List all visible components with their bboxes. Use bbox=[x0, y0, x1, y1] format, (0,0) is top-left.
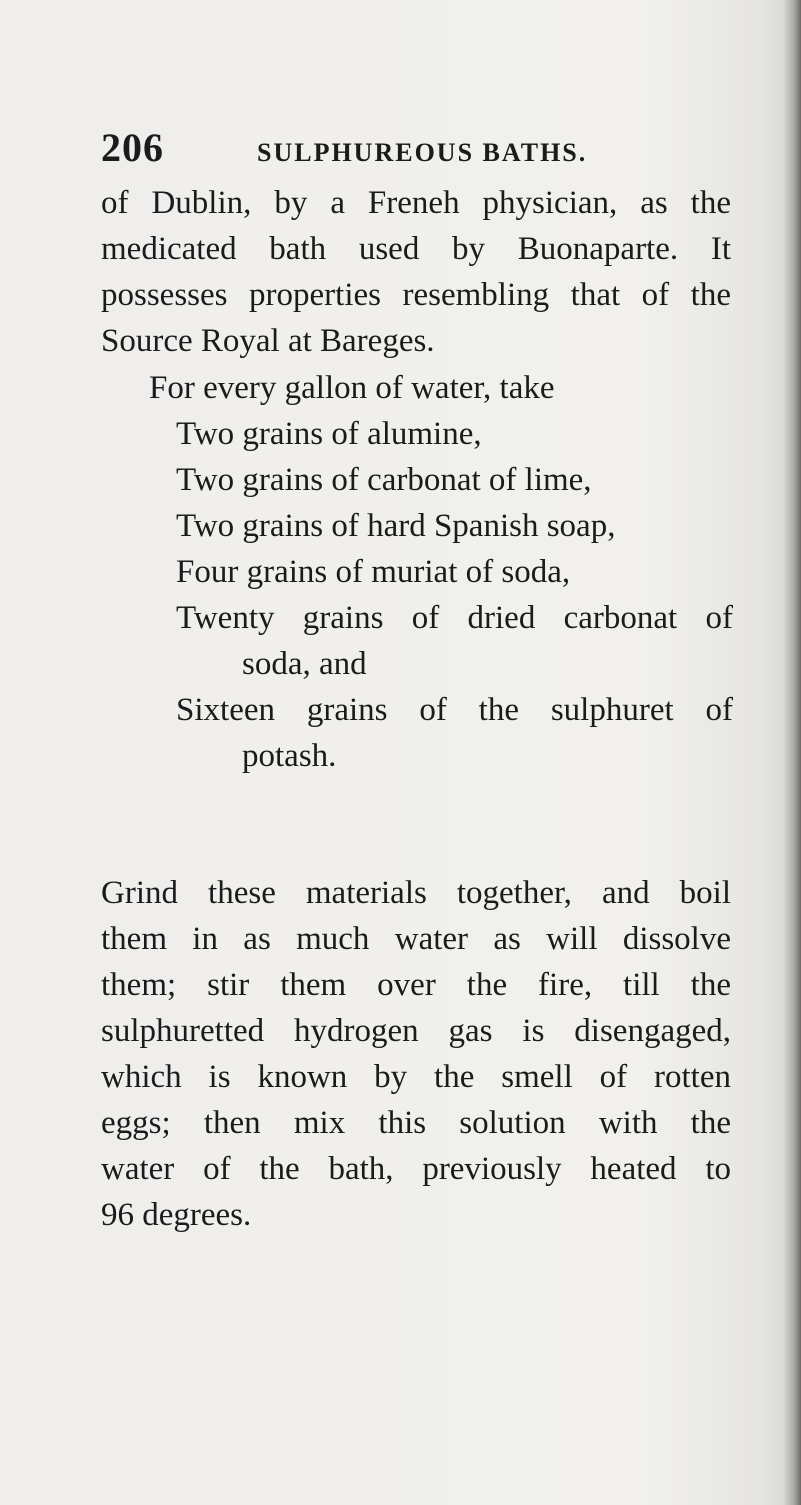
recipe-item bbox=[176, 411, 732, 457]
running-head: SULPHUREOUS BATHS. bbox=[257, 138, 588, 167]
recipe-item bbox=[176, 503, 732, 549]
recipe-item bbox=[176, 595, 732, 687]
text-line: which is known by the smell of rotten bbox=[101, 1059, 731, 1095]
paragraph-instructions bbox=[101, 870, 731, 1238]
recipe-intro: For every gallon of water, take bbox=[149, 370, 555, 406]
recipe-item-text: Two grains of alumine, bbox=[176, 416, 482, 452]
recipe-item-text: Twenty grains of dried carbonat of bbox=[176, 600, 733, 636]
recipe-list bbox=[132, 365, 732, 779]
page-number: 206 bbox=[101, 125, 164, 170]
recipe-item-continuation: soda, and bbox=[242, 646, 367, 682]
text-line: medicated bath used by Buonaparte. It bbox=[101, 231, 731, 267]
recipe-item-text: Two grains of hard Spanish soap, bbox=[176, 508, 616, 544]
recipe-item-text: Sixteen grains of the sulphuret of bbox=[176, 692, 733, 728]
text-line: sulphuretted hydrogen gas is disengaged, bbox=[101, 1013, 731, 1049]
page-header bbox=[101, 124, 701, 170]
text-line: them in as much water as will dissolve bbox=[101, 921, 731, 957]
recipe-item-continuation: potash. bbox=[242, 738, 337, 774]
text-line: possesses properties resembling that of the bbox=[101, 277, 731, 313]
recipe-item bbox=[176, 549, 732, 595]
text-line: 96 degrees. bbox=[101, 1197, 252, 1233]
text-line: Grind these materials together, and boil bbox=[101, 875, 731, 911]
recipe-item-text: Two grains of carbonat of lime, bbox=[176, 462, 592, 498]
text-line: of Dublin, by a Freneh physician, as the bbox=[101, 185, 731, 221]
text-line: eggs; then mix this solution with the bbox=[101, 1105, 731, 1141]
recipe-item bbox=[176, 687, 732, 779]
text-line: water of the bath, previously heated to bbox=[101, 1151, 731, 1187]
page-edge-shadow bbox=[783, 0, 801, 1505]
text-line: them; stir them over the fire, till the bbox=[101, 967, 731, 1003]
recipe-item bbox=[176, 457, 732, 503]
recipe-item-text: Four grains of muriat of soda, bbox=[176, 554, 571, 590]
text-line: Source Royal at Bareges. bbox=[101, 323, 435, 359]
paragraph-intro bbox=[101, 180, 731, 364]
